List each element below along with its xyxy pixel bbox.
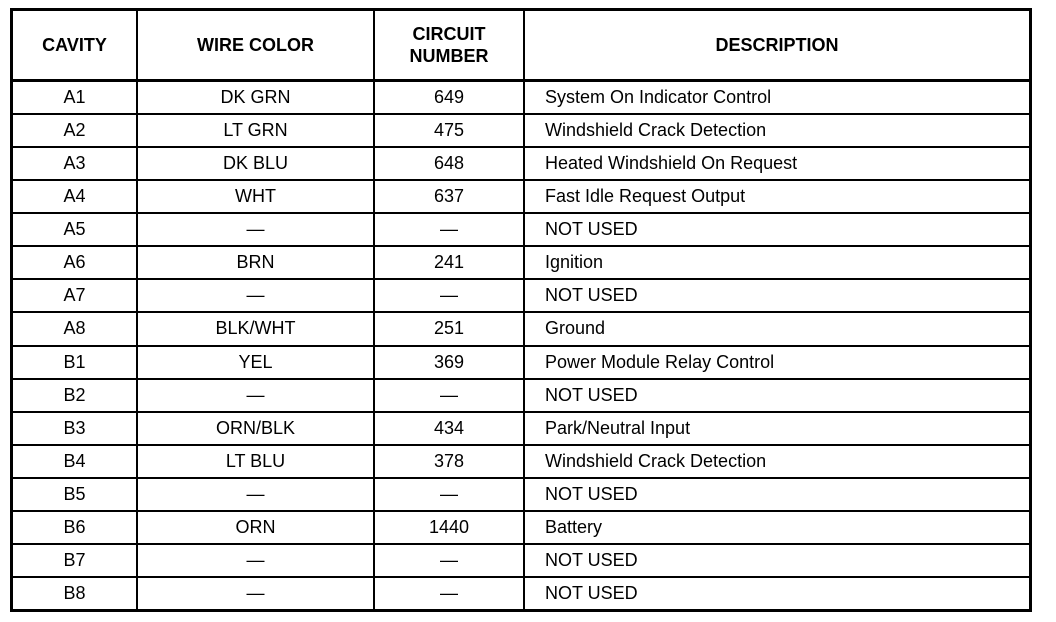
cavity-cell: B5 bbox=[13, 478, 137, 511]
circuit-number-cell: — bbox=[374, 544, 524, 577]
table-row bbox=[13, 379, 1029, 412]
description-cell: Fast Idle Request Output bbox=[524, 180, 1029, 213]
wire-color-cell: — bbox=[137, 478, 374, 511]
table-row bbox=[13, 114, 1029, 147]
wire-color-cell: WHT bbox=[137, 180, 374, 213]
wire-color-cell: — bbox=[137, 213, 374, 246]
description-cell: Park/Neutral Input bbox=[524, 412, 1029, 445]
circuit-number-cell: 637 bbox=[374, 180, 524, 213]
cavity-cell: B2 bbox=[13, 379, 137, 412]
description-cell: Windshield Crack Detection bbox=[524, 445, 1029, 478]
description-cell: NOT USED bbox=[524, 577, 1029, 609]
wire-color-cell: LT GRN bbox=[137, 114, 374, 147]
description-cell: Heated Windshield On Request bbox=[524, 147, 1029, 180]
description-cell: Ignition bbox=[524, 246, 1029, 279]
cavity-cell: B6 bbox=[13, 511, 137, 544]
description-cell: Windshield Crack Detection bbox=[524, 114, 1029, 147]
wire-color-cell: YEL bbox=[137, 346, 374, 379]
circuit-number-cell: — bbox=[374, 279, 524, 312]
description-cell: System On Indicator Control bbox=[524, 81, 1029, 115]
circuit-number-cell: 434 bbox=[374, 412, 524, 445]
circuit-number-cell: 241 bbox=[374, 246, 524, 279]
connector-cavity-table bbox=[13, 11, 1029, 609]
table-row bbox=[13, 445, 1029, 478]
cavity-cell: A6 bbox=[13, 246, 137, 279]
table-row bbox=[13, 312, 1029, 345]
wire-color-cell: DK BLU bbox=[137, 147, 374, 180]
header-description: DESCRIPTION bbox=[524, 11, 1029, 81]
circuit-number-cell: — bbox=[374, 577, 524, 609]
circuit-number-cell: 251 bbox=[374, 312, 524, 345]
circuit-number-cell: — bbox=[374, 478, 524, 511]
table-row bbox=[13, 279, 1029, 312]
description-cell: NOT USED bbox=[524, 213, 1029, 246]
table-row bbox=[13, 346, 1029, 379]
wire-color-cell: — bbox=[137, 279, 374, 312]
circuit-number-cell: 649 bbox=[374, 81, 524, 115]
table-row bbox=[13, 412, 1029, 445]
description-cell: Power Module Relay Control bbox=[524, 346, 1029, 379]
table-row bbox=[13, 213, 1029, 246]
table-row bbox=[13, 81, 1029, 115]
cavity-cell: A5 bbox=[13, 213, 137, 246]
table-row bbox=[13, 511, 1029, 544]
table-row bbox=[13, 478, 1029, 511]
cavity-cell: A1 bbox=[13, 81, 137, 115]
table-body bbox=[13, 81, 1029, 610]
table-row bbox=[13, 246, 1029, 279]
wire-color-cell: — bbox=[137, 577, 374, 609]
circuit-number-cell: 648 bbox=[374, 147, 524, 180]
cavity-cell: B8 bbox=[13, 577, 137, 609]
description-cell: NOT USED bbox=[524, 478, 1029, 511]
wire-color-cell: BLK/WHT bbox=[137, 312, 374, 345]
header-circuit-number bbox=[374, 11, 524, 81]
description-cell: Battery bbox=[524, 511, 1029, 544]
wire-color-cell: — bbox=[137, 544, 374, 577]
header-row bbox=[13, 11, 1029, 81]
circuit-number-cell: — bbox=[374, 213, 524, 246]
cavity-cell: A4 bbox=[13, 180, 137, 213]
cavity-cell: B4 bbox=[13, 445, 137, 478]
table-row bbox=[13, 577, 1029, 609]
circuit-number-cell: 369 bbox=[374, 346, 524, 379]
table-row bbox=[13, 544, 1029, 577]
cavity-cell: A2 bbox=[13, 114, 137, 147]
wire-color-cell: ORN/BLK bbox=[137, 412, 374, 445]
description-cell: NOT USED bbox=[524, 279, 1029, 312]
circuit-number-cell: 378 bbox=[374, 445, 524, 478]
cavity-cell: A3 bbox=[13, 147, 137, 180]
connector-table-frame bbox=[10, 8, 1032, 612]
wire-color-cell: BRN bbox=[137, 246, 374, 279]
wire-color-cell: LT BLU bbox=[137, 445, 374, 478]
cavity-cell: B1 bbox=[13, 346, 137, 379]
cavity-cell: A7 bbox=[13, 279, 137, 312]
wire-color-cell: ORN bbox=[137, 511, 374, 544]
circuit-number-cell: — bbox=[374, 379, 524, 412]
circuit-number-cell: 1440 bbox=[374, 511, 524, 544]
description-cell: Ground bbox=[524, 312, 1029, 345]
table-row bbox=[13, 180, 1029, 213]
wire-color-cell: DK GRN bbox=[137, 81, 374, 115]
header-wire-color: WIRE COLOR bbox=[137, 11, 374, 81]
circuit-number-cell: 475 bbox=[374, 114, 524, 147]
table-row bbox=[13, 147, 1029, 180]
description-cell: NOT USED bbox=[524, 544, 1029, 577]
header-circuit-line2: NUMBER bbox=[409, 46, 489, 66]
cavity-cell: B7 bbox=[13, 544, 137, 577]
wire-color-cell: — bbox=[137, 379, 374, 412]
cavity-cell: B3 bbox=[13, 412, 137, 445]
header-circuit-line1: CIRCUIT bbox=[412, 24, 486, 44]
header-cavity: CAVITY bbox=[13, 11, 137, 81]
cavity-cell: A8 bbox=[13, 312, 137, 345]
description-cell: NOT USED bbox=[524, 379, 1029, 412]
